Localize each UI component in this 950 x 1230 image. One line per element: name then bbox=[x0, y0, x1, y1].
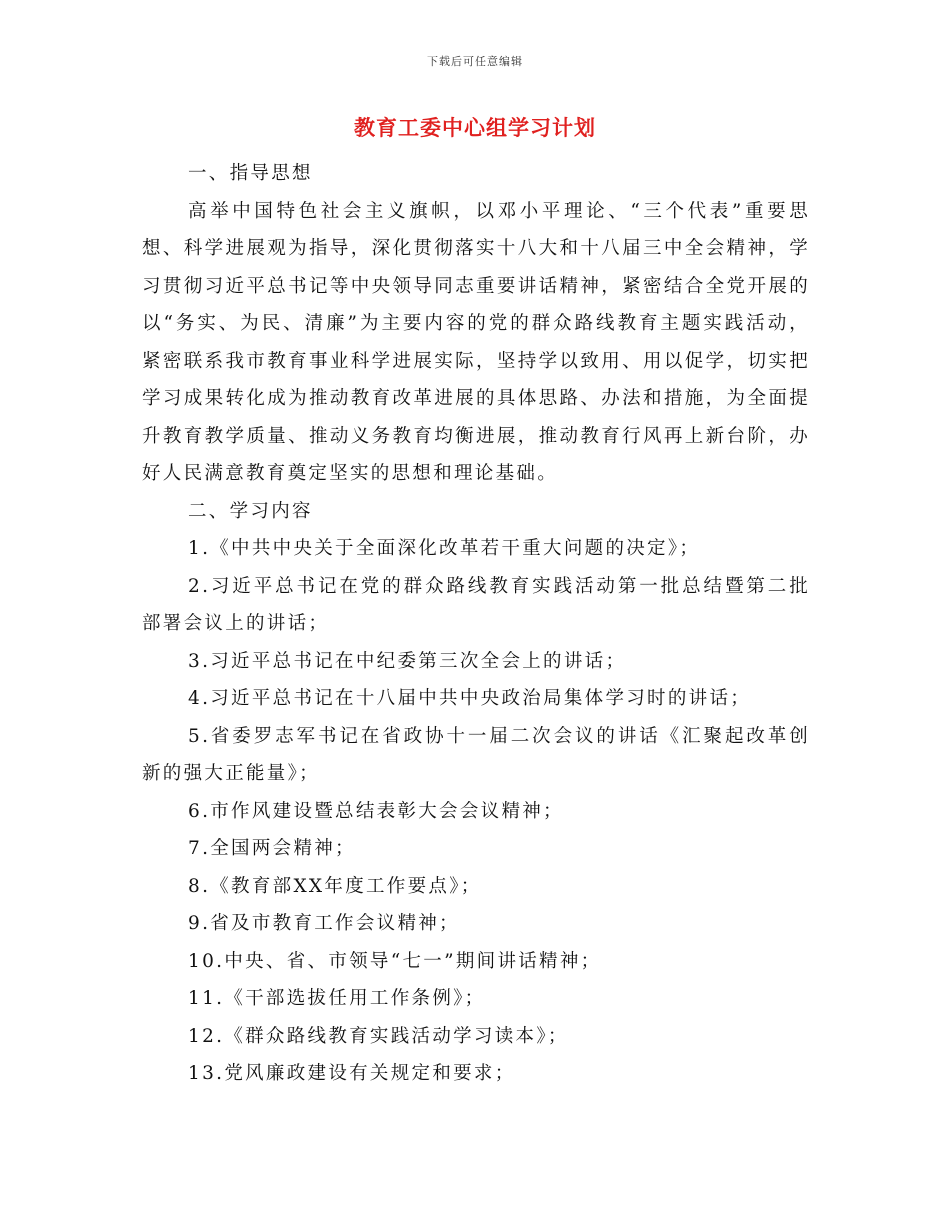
study-item: 5.省委罗志军书记在省政协十一届二次会议的讲话《汇聚起改革创新的强大正能量》； bbox=[142, 725, 810, 784]
guiding-ideology-paragraph: 高举中国特色社会主义旗帜，以邓小平理论、“三个代表”重要思想、科学进展观为指导，深化贯彻落实十八大和十八届三中全会精神，学习贯彻习近平总书记等中央领导同志重要讲话精神，紧密结合全党开展的以“务实、为民、清廉”为主要内容的党的群众路线教育主题实践活动，紧密联系我市教育事业科学进展实际，坚持学以致用、用以促学，切实把学习成果转化成为推动教育改革进展的具体思路、办法和措施，为全面提升教育教学质量、推动义务教育均衡进展，推动教育行风再上新台阶，办好人民满意教育奠定坚实的思想和理论基础。 bbox=[142, 200, 810, 484]
study-item: 7.全国两会精神； bbox=[188, 838, 356, 859]
page-header-note: 下载后可任意编辑 bbox=[427, 55, 523, 68]
study-item: 6.市作风建设暨总结表彰大会会议精神； bbox=[188, 800, 564, 822]
study-item: 1.《中共中央关于全面深化改革若干重大问题的决定》； bbox=[188, 538, 701, 559]
section-heading-study-content: 二、学习内容 bbox=[188, 500, 313, 522]
study-item: 4.习近平总书记在十八届中共中央政治局集体学习时的讲话； bbox=[188, 688, 752, 709]
document-title: 教育工委中心组学习计划 bbox=[354, 115, 596, 140]
study-item: 3.习近平总书记在中纪委第三次全会上的讲话； bbox=[188, 650, 627, 672]
study-item: 8.《教育部XX年度工作要点》； bbox=[188, 875, 482, 897]
study-item: 9.省及市教育工作会议精神； bbox=[188, 913, 460, 934]
study-item: 12.《群众路线教育实践活动学习读本》； bbox=[188, 1025, 569, 1047]
document-body bbox=[142, 155, 810, 1093]
section-heading-guiding-ideology: 一、指导思想 bbox=[188, 163, 313, 184]
study-item: 10.中央、省、市领导“七一”期间讲话精神； bbox=[188, 950, 602, 972]
study-item: 11.《干部选拔任用工作条例》； bbox=[188, 988, 486, 1009]
study-item: 13.党风廉政建设有关规定和要求； bbox=[188, 1063, 516, 1084]
study-item: 2.习近平总书记在党的群众路线教育实践活动第一批总结暨第二批部署会议上的讲话； bbox=[142, 575, 810, 634]
